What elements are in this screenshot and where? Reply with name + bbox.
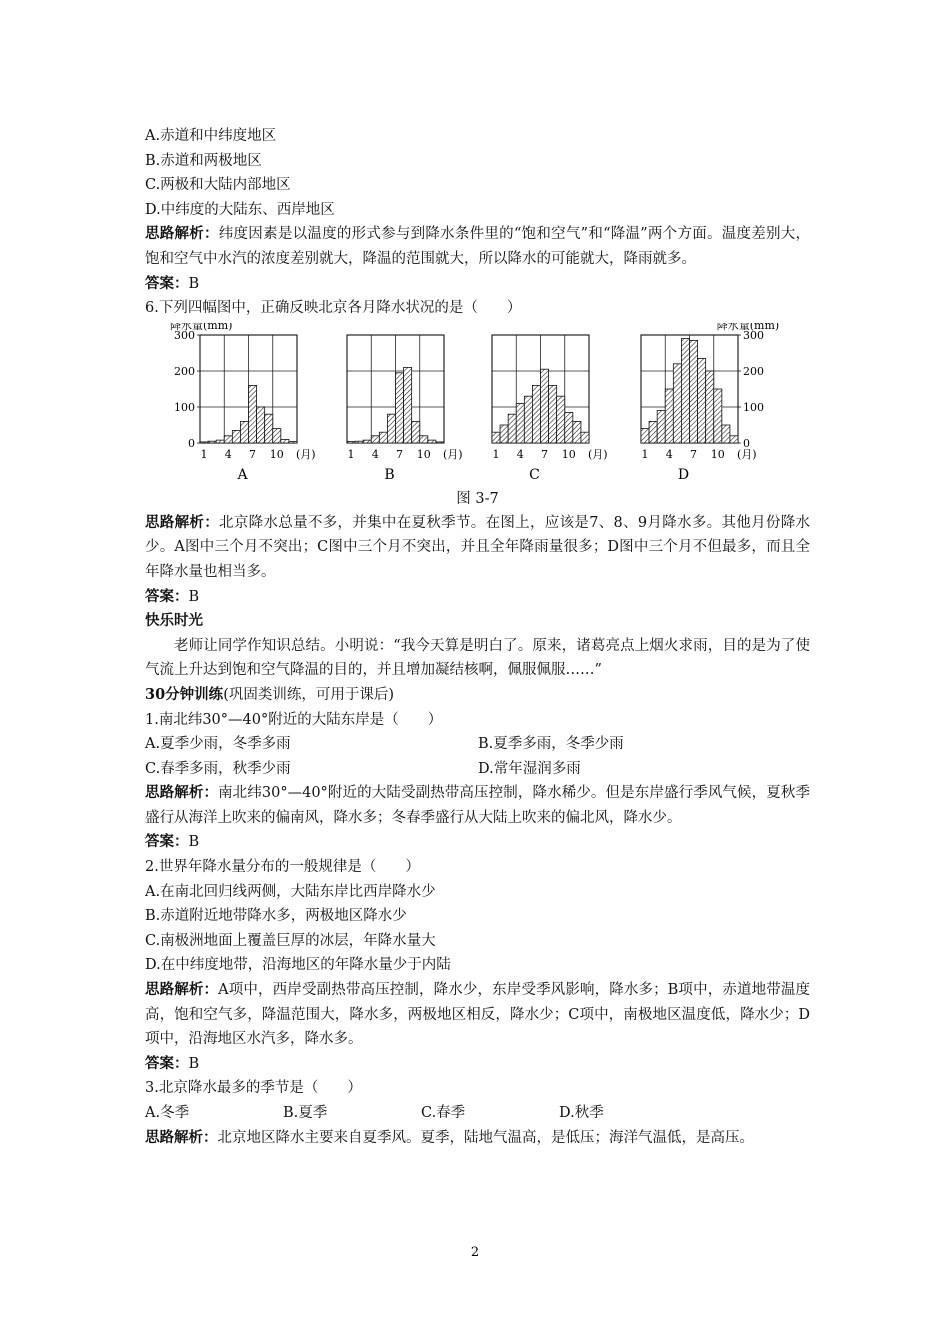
x-tick-label: 1 (641, 447, 649, 461)
precip-bar (681, 338, 689, 442)
chart-letter: B (384, 466, 395, 483)
precip-bar (714, 389, 722, 443)
figure-caption: 图 3-7 (456, 490, 499, 507)
x-tick-label: 4 (224, 447, 232, 461)
y-axis-label: 降水量(mm) (716, 322, 780, 332)
x-unit-label: (月) (588, 447, 608, 461)
chart-c (492, 335, 608, 483)
precip-bar (581, 432, 589, 443)
happy-text: 老师让同学作知识总结。小明说：“我今天算是明白了。原来，诸葛亮点上烟火求雨，目的是为了使气流上升达到饱和空气降温的目的，并且增加凝结核啊，佩服佩服……” (145, 637, 810, 679)
x-tick-label: 10 (561, 447, 576, 461)
x-tick-label: 4 (371, 447, 379, 461)
answer-label: 答案： (145, 274, 189, 292)
x-tick-label: 1 (200, 447, 208, 461)
precip-bar (387, 414, 395, 443)
y-tick-label: 300 (743, 328, 764, 342)
precip-bar (265, 414, 273, 443)
precipitation-charts (145, 323, 810, 485)
y-tick-label: 100 (743, 400, 764, 414)
q5-answer (145, 272, 810, 297)
s1-answer (145, 830, 810, 855)
section-title: 30分钟训练 (145, 685, 224, 703)
precip-bar (573, 421, 581, 443)
analysis-label: 思路解析： (145, 784, 219, 802)
q6-analysis (145, 511, 810, 585)
precip-bar (281, 439, 289, 443)
chart-d (641, 323, 779, 483)
precip-bar (524, 396, 532, 443)
chart-letter: D (677, 466, 690, 483)
answer-label: 答案： (145, 1054, 189, 1072)
x-tick-label: 4 (665, 447, 673, 461)
q6-stem: 6.下列四幅图中，正确反映北京各月降水状况的是（ ） (145, 300, 522, 317)
answer-label: 答案： (145, 587, 189, 605)
precip-bar (492, 432, 500, 443)
precip-bar (500, 425, 508, 443)
precip-bar (722, 425, 730, 443)
precip-bar (641, 428, 649, 442)
x-tick-label: 7 (249, 447, 257, 461)
precip-bar (249, 385, 257, 443)
s2-analysis-text: A项中，西岸受副热带高压控制，降水少，东岸受季风影响，降水多；B项中，赤道地带温度高，饱和空气多，降温范围大，降水多，两极地区相反，降水少；C项中，南极地区温度低，降水少；D项中，沿海地区水汽多，降水多。 (145, 982, 811, 1048)
analysis-label: 思路解析： (145, 225, 219, 243)
s1-answer-value: B (188, 834, 200, 851)
precip-bar (232, 430, 240, 443)
precip-bar (649, 421, 657, 443)
q6-analysis-text: 北京降水总量不多，并集中在夏秋季节。在图上，应该是7、8、9月降水多。其他月份降水少。A图中三个月不突出；C图中三个月不突出，并且全年降雨量很多；D图中三个月不但最多，而且全年降水量也相当多。 (145, 514, 810, 580)
precip-bar (730, 436, 738, 443)
precip-bar (216, 440, 224, 443)
x-tick-label: 10 (710, 447, 725, 461)
precip-bar (224, 436, 232, 443)
precip-bar (396, 373, 404, 443)
y-tick-label: 0 (743, 436, 750, 450)
precip-bar (698, 358, 706, 443)
precip-bar (420, 436, 428, 443)
analysis-label: 思路解析： (145, 1128, 218, 1146)
s2-option: A.在南北回归线两侧，大陆东岸比西岸降水少 (145, 883, 436, 900)
chart-b (347, 335, 463, 483)
x-tick-label: 7 (396, 447, 404, 461)
q5-option: C.两极和大陆内部地区 (145, 177, 291, 194)
precip-bar (657, 410, 665, 442)
precip-bar (371, 436, 379, 443)
s1-analysis (145, 781, 810, 830)
s1-option: A.夏季少雨，冬季多雨 (145, 736, 291, 753)
precip-bar (508, 414, 516, 443)
s2-option: C.南极洲地面上覆盖巨厚的冰层，年降水量大 (145, 932, 436, 949)
precip-bar (565, 412, 573, 443)
q5-answer-value: B (188, 275, 200, 292)
s1-options-row (145, 757, 810, 782)
s2-answer (145, 1052, 810, 1077)
chart-letter: C (529, 466, 540, 483)
q5-analysis (145, 222, 810, 271)
happy-title: 快乐时光 (145, 612, 203, 630)
analysis-label: 思路解析： (145, 981, 219, 999)
precip-bar (665, 389, 673, 443)
s3-option: A.冬季 (145, 1105, 190, 1121)
y-tick-label: 100 (174, 400, 195, 414)
s2-answer-value: B (188, 1055, 200, 1072)
s1-option: D.常年湿润多雨 (478, 760, 581, 777)
precip-bar (690, 340, 698, 443)
precip-bar (532, 385, 540, 443)
answer-label: 答案： (145, 833, 189, 851)
s3-analysis-text: 北京地区降水主要来自夏季风。夏季，陆地气温高，是低压；海洋气温低，是高压。 (217, 1129, 754, 1146)
x-tick-label: 1 (492, 447, 500, 461)
precip-bar (273, 428, 281, 442)
precip-bar (516, 403, 524, 443)
s1-options-row (145, 732, 810, 757)
analysis-label: 思路解析： (145, 513, 220, 531)
chart-a (170, 323, 316, 483)
x-unit-label: (月) (737, 447, 757, 461)
q5-option: A.赤道和中纬度地区 (145, 128, 277, 144)
s1-stem: 1.南北纬30°—40°附近的大陆东岸是（ ） (145, 711, 443, 728)
q5-analysis-text: 纬度因素是以温度的形式参与到降水条件里的“饱和空气”和“降温”两个方面。温度差别大，饱和空气中水汽的浓度差别就大，降温的范围就大，所以降水的可能就大，降雨就多。 (145, 226, 811, 267)
precip-bar (428, 440, 436, 443)
q5-option: B.赤道和两极地区 (145, 152, 262, 169)
section-header (145, 683, 810, 708)
precip-bar (557, 396, 565, 443)
x-tick-label: 10 (269, 447, 284, 461)
precip-bar (200, 442, 208, 443)
x-unit-label: (月) (296, 447, 316, 461)
precip-bar (257, 407, 265, 443)
y-tick-label: 0 (188, 436, 195, 450)
y-tick-label: 200 (174, 364, 195, 378)
s2-stem: 2.世界年降水量分布的一般规律是（ ） (145, 859, 420, 876)
s3-option: B.夏季 (283, 1105, 328, 1121)
precip-bar (379, 432, 387, 443)
x-tick-label: 1 (347, 447, 355, 461)
s3-option: D.秋季 (559, 1105, 604, 1121)
document-page (145, 124, 810, 1150)
precip-bar (436, 442, 444, 443)
precip-bar (208, 441, 216, 443)
precipitation-figure (145, 323, 810, 485)
precip-bar (541, 369, 549, 443)
precip-bar (347, 441, 355, 442)
s3-analysis (145, 1126, 810, 1151)
precip-bar (289, 441, 297, 442)
s2-option: B.赤道附近地带降水多，两极地区降水少 (145, 908, 407, 925)
precip-bar (240, 421, 248, 443)
x-unit-label: (月) (443, 447, 463, 461)
s1-analysis-text: 南北纬30°—40°附近的大陆受副热带高压控制，降水稀少。但是东岸盛行季风气候，夏秋季盛行从海洋上吹来的偏南风，降水多；冬春季盛行从大陆上吹来的偏北风，降水少。 (145, 785, 810, 826)
s2-option: D.在中纬度地带，沿海地区的年降水量少于内陆 (145, 957, 451, 974)
precip-bar (549, 385, 557, 443)
page-number: 2 (470, 1245, 480, 1260)
precip-bar (363, 440, 371, 443)
s2-analysis (145, 978, 810, 1052)
s3-stem: 3.北京降水最多的季节是（ ） (145, 1080, 362, 1097)
s1-option: C.春季多雨，秋季少雨 (145, 760, 291, 777)
q5-option: D.中纬度的大陆东、西岸地区 (145, 201, 335, 218)
y-axis-label: 降水量(mm) (170, 322, 233, 332)
y-tick-label: 200 (743, 364, 764, 378)
chart-letter: A (237, 466, 248, 483)
precip-bar (404, 367, 412, 443)
precip-bar (706, 371, 714, 443)
x-tick-label: 7 (541, 447, 549, 461)
x-tick-label: 7 (690, 447, 698, 461)
x-tick-label: 10 (416, 447, 431, 461)
precip-bar (355, 441, 363, 443)
section-note: (巩固类训练，可用于课后) (223, 686, 395, 703)
q6-answer-value: B (188, 588, 200, 605)
s1-option: B.夏季多雨，冬季少雨 (478, 736, 624, 753)
s3-option: C.春季 (421, 1105, 466, 1121)
precip-bar (673, 364, 681, 443)
precip-bar (412, 421, 420, 443)
x-tick-label: 4 (516, 447, 524, 461)
y-tick-label: 300 (174, 328, 195, 342)
q6-answer (145, 585, 810, 610)
s3-options-row (145, 1101, 810, 1126)
